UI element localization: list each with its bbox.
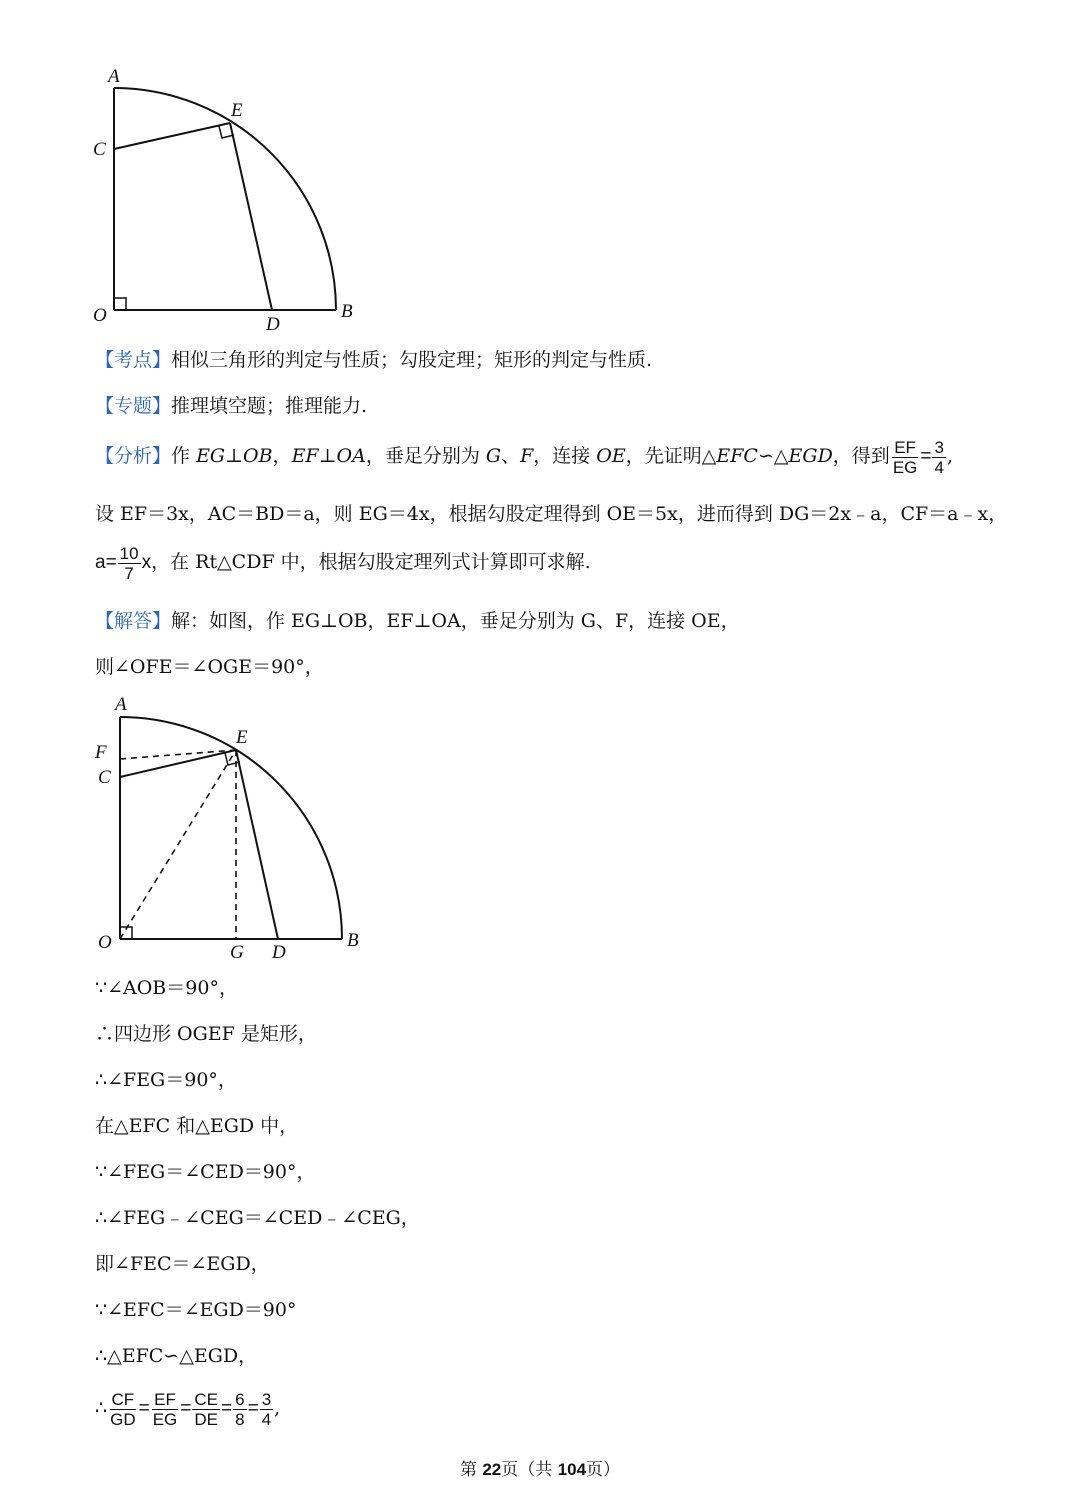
fenxi-text: ，在 Rt△CDF 中，根据勾股定理列式计算即可求解. [151, 551, 591, 573]
kaodian-line [95, 348, 652, 372]
fenxi-text: ，先证明△ [625, 445, 717, 467]
label-b: B [341, 301, 353, 322]
fenxi-text: ，得到 [832, 445, 890, 467]
figure-1 [85, 60, 375, 340]
equals: = [221, 1398, 233, 1419]
footer-text: 页） [586, 1460, 621, 1480]
label-a: A [108, 66, 120, 87]
step-7: 即∠FEC＝∠EGD， [95, 1253, 270, 1275]
var-eg: EG [196, 445, 226, 467]
var-efc: EFC [716, 445, 758, 467]
equals: = [180, 1398, 192, 1419]
fenxi-line-1 [95, 436, 953, 477]
footer-text: 页（共 [501, 1460, 558, 1480]
fenxi-tag: 【分析】 [95, 445, 172, 467]
arc-ab [114, 88, 336, 310]
segment-ce [114, 123, 230, 149]
kaodian-tag: 【考点】 [95, 349, 172, 371]
comma: ， [272, 445, 292, 467]
step-1: ∵∠AOB＝90°， [95, 977, 238, 999]
label-d: D [266, 314, 280, 335]
segment-ed [236, 750, 278, 939]
segment-oe-dashed [120, 750, 236, 939]
figure-2 [90, 690, 380, 970]
label-c: C [98, 767, 111, 788]
fraction-6-8: $\frac{6}{8}$ [235, 1389, 245, 1429]
zhuanti-text: 推理填空题；推理能力. [171, 395, 368, 417]
label-o: O [98, 932, 112, 953]
var-oe: OE [596, 445, 626, 467]
label-g: G [230, 942, 244, 963]
label-o: O [93, 305, 107, 326]
fraction-3-4: $\frac{3}{4}$ [261, 1389, 272, 1429]
label-a: A [115, 694, 127, 715]
var-ob: OB [243, 445, 273, 467]
page-footer [0, 1455, 1080, 1480]
step-8: ∵∠EFC＝∠EGD＝90° [95, 1299, 297, 1321]
fenxi-line-2: 设 EF＝3x，AC＝BD＝a，则 EG＝4x，根据勾股定理得到 OE＝5x，进而得到 DG＝2x﹣a，CF＝a﹣x， [95, 503, 1008, 525]
fenxi-text: ，连接 [533, 445, 597, 467]
equals: = [920, 446, 932, 467]
right-angle-o [114, 298, 126, 310]
label-f: F [95, 742, 107, 763]
step-5: ∵∠FEG＝∠CED＝90°， [95, 1161, 316, 1183]
step-9: ∴△EFC∽△EGD， [95, 1345, 258, 1367]
segment-ed [230, 123, 272, 310]
jieda-line-2: 则∠OFE＝∠OGE＝90°， [95, 656, 324, 678]
fraction-10-7: $\frac{10}{7}$ [119, 543, 139, 583]
var-ef: EF [291, 445, 319, 467]
jieda-line-1 [95, 609, 740, 633]
fraction-ce-de: $\frac{CE}{DE}$ [194, 1389, 218, 1429]
step-4: 在△EFC 和△EGD 中， [95, 1115, 299, 1137]
label-e: E [231, 100, 243, 121]
fenxi-text: ，垂足分别为 [365, 445, 486, 467]
punct: 、 [501, 445, 521, 467]
page-number: 22 [482, 1460, 502, 1479]
label-d: D [272, 942, 286, 963]
fenxi-text: 作 [171, 445, 197, 467]
step-6: ∴∠FEG﹣∠CEG＝∠CED﹣∠CEG， [95, 1207, 420, 1229]
var-x: x [141, 552, 152, 573]
label-e: E [236, 727, 248, 748]
final-ratio-line [95, 1385, 280, 1432]
jieda-tag: 【解答】 [95, 610, 172, 632]
var-g: G [485, 445, 502, 467]
zhuanti-line [95, 394, 367, 418]
step-2: ∴四边形 OGEF 是矩形， [95, 1023, 317, 1045]
kaodian-text: 相似三角形的判定与性质；勾股定理；矩形的判定与性质. [171, 349, 653, 371]
similar-symbol: ∽ [757, 445, 774, 467]
footer-text: 第 [459, 1460, 483, 1480]
jieda-text: 解：如图，作 EG⊥OB，EF⊥OA，垂足分别为 G、F，连接 OE， [171, 610, 740, 632]
equals: = [247, 1398, 259, 1419]
fenxi-line-3 [95, 540, 591, 585]
fraction-cf-gd: $\frac{CF}{GD}$ [110, 1389, 136, 1429]
fraction-ef-eg: $\frac{EF}{EG}$ [892, 437, 918, 477]
comma: , [946, 445, 953, 467]
equals: = [138, 1398, 150, 1419]
therefore-symbol: ∴ [95, 1397, 108, 1419]
fraction-3-4: $\frac{3}{4}$ [934, 437, 944, 477]
var-egd: EGD [788, 445, 833, 467]
label-b: B [347, 930, 359, 951]
fraction-ef-eg: $\frac{EF}{EG}$ [152, 1389, 178, 1429]
triangle-symbol: △ [773, 445, 789, 467]
var-oa: OA [336, 445, 366, 467]
perp-symbol: ⊥ [318, 445, 337, 467]
zhuanti-tag: 【专题】 [95, 395, 172, 417]
var-a: a= [95, 552, 117, 573]
perp-symbol: ⊥ [225, 445, 243, 467]
var-f: F [520, 445, 534, 467]
total-pages: 104 [557, 1460, 587, 1479]
label-c: C [93, 139, 106, 160]
comma: , [274, 1397, 281, 1419]
step-3: ∴∠FEG＝90°， [95, 1069, 237, 1091]
